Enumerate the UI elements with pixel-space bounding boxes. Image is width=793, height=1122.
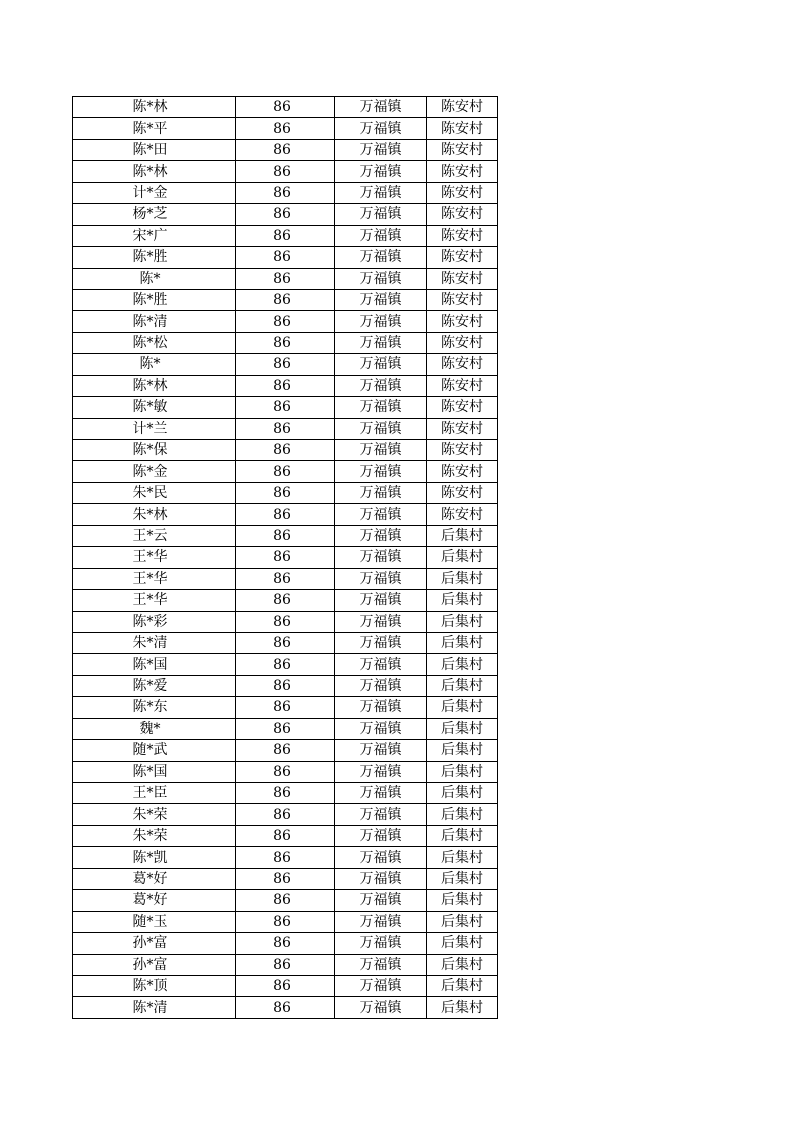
- score-cell: 86: [236, 482, 335, 503]
- name-cell: 朱*荣: [73, 825, 236, 846]
- table-row: [73, 225, 498, 246]
- table-row: [73, 182, 498, 203]
- table-row: [73, 611, 498, 632]
- name-cell: 陈*田: [73, 139, 236, 160]
- village-cell: 陈安村: [427, 354, 498, 375]
- town-cell: 万福镇: [335, 397, 427, 418]
- town-cell: 万福镇: [335, 354, 427, 375]
- village-cell: 陈安村: [427, 332, 498, 353]
- name-cell: 陈*顶: [73, 975, 236, 996]
- name-cell: 陈*胜: [73, 247, 236, 268]
- town-cell: 万福镇: [335, 611, 427, 632]
- village-cell: 后集村: [427, 975, 498, 996]
- town-cell: 万福镇: [335, 547, 427, 568]
- name-cell: 王*云: [73, 525, 236, 546]
- table-row: [73, 590, 498, 611]
- town-cell: 万福镇: [335, 139, 427, 160]
- score-cell: 86: [236, 440, 335, 461]
- score-cell: 86: [236, 611, 335, 632]
- score-cell: 86: [236, 97, 335, 118]
- name-cell: 陈*松: [73, 332, 236, 353]
- score-cell: 86: [236, 718, 335, 739]
- score-cell: 86: [236, 890, 335, 911]
- village-cell: 后集村: [427, 590, 498, 611]
- village-cell: 后集村: [427, 718, 498, 739]
- score-cell: 86: [236, 289, 335, 310]
- village-cell: 陈安村: [427, 397, 498, 418]
- table-row: [73, 975, 498, 996]
- table-row: [73, 139, 498, 160]
- name-cell: 陈*彩: [73, 611, 236, 632]
- score-cell: 86: [236, 954, 335, 975]
- name-cell: 陈*东: [73, 697, 236, 718]
- table-row: [73, 675, 498, 696]
- name-cell: 孙*富: [73, 933, 236, 954]
- village-cell: 陈安村: [427, 161, 498, 182]
- village-cell: 陈安村: [427, 247, 498, 268]
- town-cell: 万福镇: [335, 590, 427, 611]
- town-cell: 万福镇: [335, 461, 427, 482]
- village-cell: 陈安村: [427, 289, 498, 310]
- table-row: [73, 97, 498, 118]
- table-row: [73, 418, 498, 439]
- name-cell: 朱*民: [73, 482, 236, 503]
- village-cell: 后集村: [427, 525, 498, 546]
- name-cell: 葛*好: [73, 868, 236, 889]
- town-cell: 万福镇: [335, 675, 427, 696]
- town-cell: 万福镇: [335, 632, 427, 653]
- name-cell: 陈*保: [73, 440, 236, 461]
- table-row: [73, 954, 498, 975]
- name-cell: 陈*敏: [73, 397, 236, 418]
- table-row: [73, 268, 498, 289]
- town-cell: 万福镇: [335, 118, 427, 139]
- village-cell: 后集村: [427, 740, 498, 761]
- score-cell: 86: [236, 825, 335, 846]
- table-body: [73, 97, 498, 1019]
- town-cell: 万福镇: [335, 740, 427, 761]
- village-cell: 陈安村: [427, 182, 498, 203]
- table-row: [73, 504, 498, 525]
- village-cell: 陈安村: [427, 311, 498, 332]
- score-cell: 86: [236, 804, 335, 825]
- table-row: [73, 868, 498, 889]
- village-cell: 陈安村: [427, 504, 498, 525]
- table-row: [73, 697, 498, 718]
- town-cell: 万福镇: [335, 97, 427, 118]
- name-cell: 陈*林: [73, 375, 236, 396]
- score-cell: 86: [236, 311, 335, 332]
- table-row: [73, 354, 498, 375]
- name-cell: 朱*清: [73, 632, 236, 653]
- name-cell: 随*武: [73, 740, 236, 761]
- village-cell: 后集村: [427, 632, 498, 653]
- town-cell: 万福镇: [335, 997, 427, 1018]
- name-cell: 朱*荣: [73, 804, 236, 825]
- town-cell: 万福镇: [335, 247, 427, 268]
- score-cell: 86: [236, 118, 335, 139]
- name-cell: 陈*金: [73, 461, 236, 482]
- score-cell: 86: [236, 654, 335, 675]
- table-row: [73, 311, 498, 332]
- score-cell: 86: [236, 933, 335, 954]
- village-cell: 后集村: [427, 568, 498, 589]
- score-cell: 86: [236, 568, 335, 589]
- village-cell: 陈安村: [427, 204, 498, 225]
- town-cell: 万福镇: [335, 418, 427, 439]
- town-cell: 万福镇: [335, 718, 427, 739]
- score-cell: 86: [236, 697, 335, 718]
- table-row: [73, 718, 498, 739]
- name-cell: 陈*国: [73, 761, 236, 782]
- name-cell: 陈*: [73, 354, 236, 375]
- town-cell: 万福镇: [335, 289, 427, 310]
- table-row: [73, 911, 498, 932]
- village-cell: 后集村: [427, 933, 498, 954]
- score-cell: 86: [236, 354, 335, 375]
- village-cell: 陈安村: [427, 482, 498, 503]
- table-row: [73, 525, 498, 546]
- score-cell: 86: [236, 139, 335, 160]
- town-cell: 万福镇: [335, 440, 427, 461]
- village-cell: 后集村: [427, 890, 498, 911]
- town-cell: 万福镇: [335, 954, 427, 975]
- score-cell: 86: [236, 204, 335, 225]
- village-cell: 后集村: [427, 825, 498, 846]
- table-row: [73, 632, 498, 653]
- village-cell: 后集村: [427, 783, 498, 804]
- village-cell: 陈安村: [427, 225, 498, 246]
- table-row: [73, 440, 498, 461]
- name-cell: 陈*林: [73, 161, 236, 182]
- table-row: [73, 204, 498, 225]
- name-cell: 宋*广: [73, 225, 236, 246]
- table-row: [73, 397, 498, 418]
- score-cell: 86: [236, 675, 335, 696]
- name-cell: 朱*林: [73, 504, 236, 525]
- table-row: [73, 461, 498, 482]
- score-cell: 86: [236, 740, 335, 761]
- town-cell: 万福镇: [335, 204, 427, 225]
- table-row: [73, 740, 498, 761]
- town-cell: 万福镇: [335, 847, 427, 868]
- town-cell: 万福镇: [335, 761, 427, 782]
- name-cell: 陈*爱: [73, 675, 236, 696]
- score-cell: 86: [236, 868, 335, 889]
- town-cell: 万福镇: [335, 268, 427, 289]
- score-cell: 86: [236, 547, 335, 568]
- name-cell: 陈*清: [73, 997, 236, 1018]
- town-cell: 万福镇: [335, 825, 427, 846]
- name-cell: 陈*清: [73, 311, 236, 332]
- village-cell: 后集村: [427, 804, 498, 825]
- score-cell: 86: [236, 632, 335, 653]
- score-cell: 86: [236, 504, 335, 525]
- town-cell: 万福镇: [335, 504, 427, 525]
- name-cell: 陈*林: [73, 97, 236, 118]
- table-row: [73, 247, 498, 268]
- name-cell: 随*玉: [73, 911, 236, 932]
- village-cell: 后集村: [427, 654, 498, 675]
- name-cell: 陈*胜: [73, 289, 236, 310]
- table-row: [73, 933, 498, 954]
- score-cell: 86: [236, 911, 335, 932]
- village-cell: 后集村: [427, 675, 498, 696]
- village-cell: 陈安村: [427, 418, 498, 439]
- name-cell: 陈*凯: [73, 847, 236, 868]
- score-cell: 86: [236, 461, 335, 482]
- data-table: [72, 96, 498, 1019]
- table-row: [73, 654, 498, 675]
- village-cell: 陈安村: [427, 118, 498, 139]
- table-row: [73, 568, 498, 589]
- name-cell: 王*华: [73, 590, 236, 611]
- score-cell: 86: [236, 268, 335, 289]
- name-cell: 王*华: [73, 568, 236, 589]
- name-cell: 孙*富: [73, 954, 236, 975]
- town-cell: 万福镇: [335, 525, 427, 546]
- village-cell: 后集村: [427, 868, 498, 889]
- name-cell: 王*华: [73, 547, 236, 568]
- name-cell: 杨*芝: [73, 204, 236, 225]
- score-cell: 86: [236, 761, 335, 782]
- table-row: [73, 783, 498, 804]
- village-cell: 陈安村: [427, 139, 498, 160]
- table-row: [73, 375, 498, 396]
- name-cell: 葛*好: [73, 890, 236, 911]
- town-cell: 万福镇: [335, 568, 427, 589]
- town-cell: 万福镇: [335, 311, 427, 332]
- table-row: [73, 332, 498, 353]
- village-cell: 陈安村: [427, 268, 498, 289]
- score-cell: 86: [236, 397, 335, 418]
- score-cell: 86: [236, 332, 335, 353]
- score-cell: 86: [236, 975, 335, 996]
- town-cell: 万福镇: [335, 890, 427, 911]
- table-row: [73, 161, 498, 182]
- score-cell: 86: [236, 182, 335, 203]
- village-cell: 后集村: [427, 911, 498, 932]
- village-cell: 后集村: [427, 847, 498, 868]
- table-row: [73, 847, 498, 868]
- town-cell: 万福镇: [335, 332, 427, 353]
- name-cell: 计*兰: [73, 418, 236, 439]
- table-row: [73, 289, 498, 310]
- table-row: [73, 890, 498, 911]
- name-cell: 计*金: [73, 182, 236, 203]
- town-cell: 万福镇: [335, 375, 427, 396]
- village-cell: 陈安村: [427, 97, 498, 118]
- village-cell: 陈安村: [427, 440, 498, 461]
- table-row: [73, 482, 498, 503]
- score-cell: 86: [236, 418, 335, 439]
- score-cell: 86: [236, 247, 335, 268]
- town-cell: 万福镇: [335, 225, 427, 246]
- village-cell: 陈安村: [427, 461, 498, 482]
- village-cell: 后集村: [427, 997, 498, 1018]
- town-cell: 万福镇: [335, 697, 427, 718]
- town-cell: 万福镇: [335, 911, 427, 932]
- town-cell: 万福镇: [335, 161, 427, 182]
- town-cell: 万福镇: [335, 804, 427, 825]
- town-cell: 万福镇: [335, 868, 427, 889]
- town-cell: 万福镇: [335, 933, 427, 954]
- name-cell: 王*臣: [73, 783, 236, 804]
- score-cell: 86: [236, 997, 335, 1018]
- town-cell: 万福镇: [335, 182, 427, 203]
- score-cell: 86: [236, 375, 335, 396]
- table-row: [73, 547, 498, 568]
- town-cell: 万福镇: [335, 482, 427, 503]
- village-cell: 陈安村: [427, 375, 498, 396]
- score-cell: 86: [236, 783, 335, 804]
- town-cell: 万福镇: [335, 975, 427, 996]
- table-row: [73, 761, 498, 782]
- name-cell: 陈*平: [73, 118, 236, 139]
- village-cell: 后集村: [427, 547, 498, 568]
- table-row: [73, 997, 498, 1018]
- score-cell: 86: [236, 525, 335, 546]
- town-cell: 万福镇: [335, 783, 427, 804]
- table-row: [73, 825, 498, 846]
- score-cell: 86: [236, 590, 335, 611]
- village-cell: 后集村: [427, 954, 498, 975]
- score-cell: 86: [236, 847, 335, 868]
- name-cell: 魏*: [73, 718, 236, 739]
- score-cell: 86: [236, 161, 335, 182]
- village-cell: 后集村: [427, 611, 498, 632]
- town-cell: 万福镇: [335, 654, 427, 675]
- village-cell: 后集村: [427, 697, 498, 718]
- table-row: [73, 804, 498, 825]
- name-cell: 陈*: [73, 268, 236, 289]
- village-cell: 后集村: [427, 761, 498, 782]
- name-cell: 陈*国: [73, 654, 236, 675]
- score-cell: 86: [236, 225, 335, 246]
- table-row: [73, 118, 498, 139]
